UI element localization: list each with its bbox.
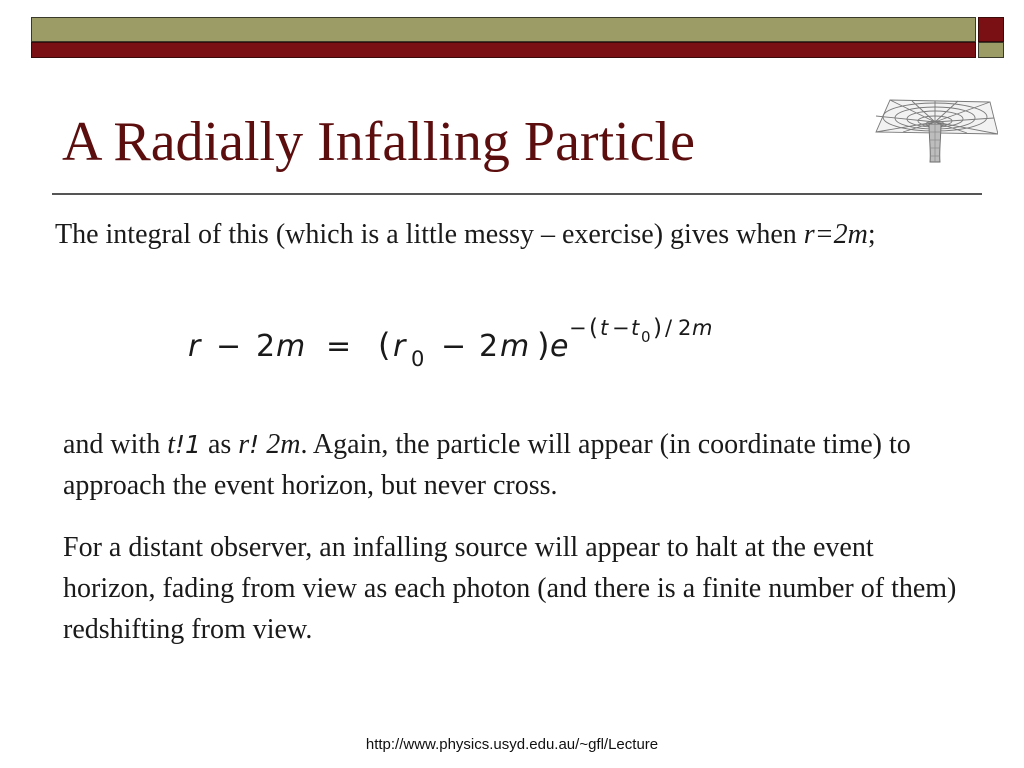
exp-m: m [692,316,713,340]
intro-semicolon: ; [867,219,876,250]
eq-two: 2 [256,329,276,364]
limit-text-2: as [200,429,239,460]
eq-m-2: m [500,329,530,364]
eq-e: e [550,329,569,364]
eq-r0: r [393,329,406,364]
exp-t0: t [631,316,640,340]
limit-text-3: . Again, the particle will appear (in coordinate time) to approach the event horizon, but never cross. [63,429,911,501]
header-square-maroon [978,17,1004,42]
header-bar-maroon [31,42,976,58]
paragraph-intro [55,214,985,255]
eq-r: r [188,329,201,364]
exp-close-paren: ) [653,315,662,341]
limit-text-1: and with [63,429,168,460]
paragraph-limit [63,424,963,506]
exp-two: 2 [678,316,692,340]
equation [188,308,788,372]
exp-inner-minus: − [612,316,630,340]
eq-close-paren: ) [537,326,550,364]
eq-open-paren: ( [378,326,391,364]
slide-title: A Radially Infalling Particle [62,111,695,173]
limit-arrow-infinity: !1 [175,430,201,459]
exp-minus: − [569,316,587,340]
limit-arrow: ! [249,430,260,459]
eq-two-2: 2 [479,329,499,364]
eq-equals: = [326,329,352,364]
title-divider [52,193,982,195]
exp-t0-subscript: 0 [641,328,651,346]
exp-t: t [600,316,609,340]
limit-2m: 2m [259,429,301,460]
paragraph-observer: For a distant observer, an infalling source will appear to halt at the event horizon, fading from view as each photon (and there is a finite number of them) redshifting from view. [63,532,957,645]
eq-m: m [276,329,306,364]
intro-condition: r=2m [803,219,868,250]
header-bar-olive [31,17,976,42]
limit-t: t [167,429,175,460]
eq-r0-subscript: 0 [411,347,425,371]
header-square-olive [978,42,1004,58]
gravity-well-icon [872,96,998,166]
limit-r: r [238,429,250,460]
eq-minus: − [216,329,242,364]
footer-url[interactable]: http://www.physics.usyd.edu.au/~gfl/Lecture [365,736,659,753]
exp-open-paren: ( [589,315,598,341]
exp-slash: / [665,316,673,340]
eq-minus-2: − [441,329,467,364]
intro-text: The integral of this (which is a little messy – exercise) gives when [55,219,804,250]
